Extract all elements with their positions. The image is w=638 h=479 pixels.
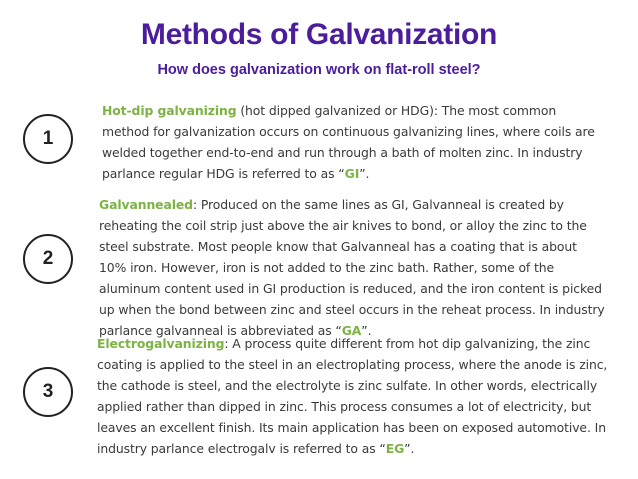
method-paragraph-electrogalvanizing (97, 333, 617, 459)
method-abbreviation: EG (385, 441, 405, 456)
step-number-2 (23, 234, 73, 284)
method-end: ”. (404, 441, 415, 456)
step-number-3 (23, 367, 73, 417)
method-end: ”. (361, 323, 372, 338)
method-term: Galvannealed (99, 197, 193, 212)
page-subtitle: How does galvanization work on flat-roll steel? (157, 62, 481, 78)
method-end: ”. (359, 166, 370, 181)
step-number-1 (23, 114, 73, 164)
page-title: Methods of Galvanization (140, 18, 498, 51)
method-description: (hot dipped galvanized or HDG): The most common method for galvanization occurs on continuous galvanizing lines, where coils are welded together end-to-end and run through a bath of molten zinc. In industry parlance regular HDG is referred to as “ (102, 103, 595, 181)
method-abbreviation: GA (341, 323, 362, 338)
step-number-text: 3 (42, 381, 54, 402)
method-description: : A process quite different from hot dip galvanizing, the zinc coating is applied to the steel in an electroplating process, where the anode is zinc, the cathode is steel, and the electrolyte is zinc sulfate. In other words, electrically applied rather than dipped in zinc. This process consumes a lot of electricity, but leaves an excellent finish. Its main application has been on exposed automotive. In industry parlance electrogalv is referred to as “ (97, 336, 608, 456)
step-number-text: 1 (42, 128, 54, 149)
method-paragraph-galvannealed (99, 194, 607, 341)
method-term: Hot-dip galvanizing (102, 103, 237, 118)
step-number-text: 2 (42, 248, 54, 269)
method-description: : Produced on the same lines as GI, Galvanneal is created by reheating the coil strip just above the air knives to bond, or alloy the zinc to the steel substrate. Most people know that Galvanneal has a coating that is about 10% iron. However, iron is not added to the zinc bath. Rather, some of the aluminum content used in GI production is reduced, and the iron content is picked up when the bond between zinc and steel occurs in the reheat process. In industry parlance galvanneal is abbreviated as “ (99, 197, 605, 338)
method-term: Electrogalvanizing (97, 336, 225, 351)
method-abbreviation: GI (344, 166, 360, 181)
method-paragraph-hot-dip (102, 100, 607, 184)
